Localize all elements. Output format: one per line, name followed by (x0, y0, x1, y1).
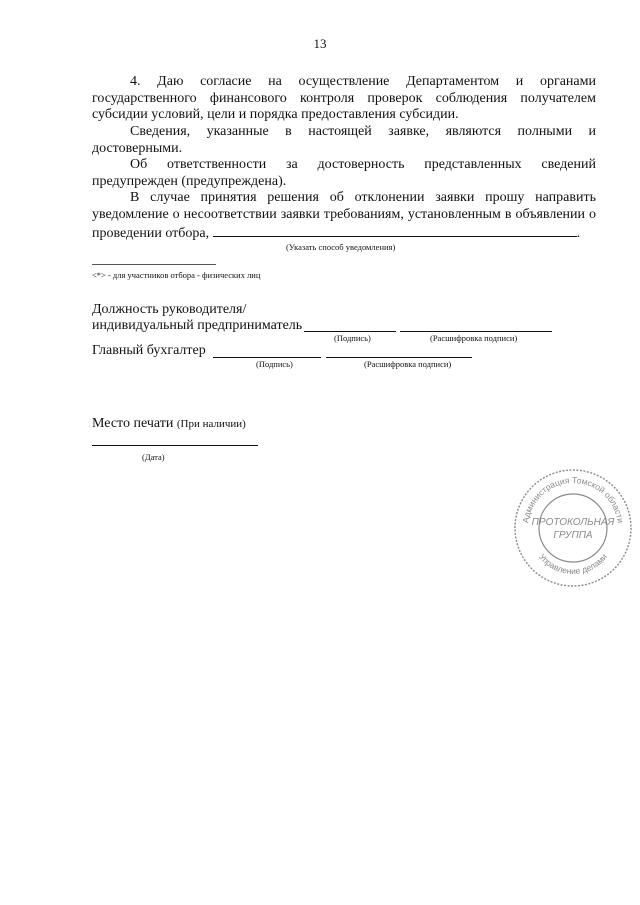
paragraph-consent: 4. Даю согласие на осуществление Департаментом и органами государственного финансового контроля проверок соблюдения получателем субсидии условий, цели и порядка предоставления субсидии. (92, 74, 596, 122)
stamp-center-line-1: ПРОТОКОЛЬНАЯ (531, 517, 615, 528)
accountant-signature-line (213, 344, 321, 358)
chief-accountant-label: Главный бухгалтер (92, 343, 206, 358)
accountant-signature-caption: (Подпись) (256, 359, 293, 369)
rejection-end: . (576, 226, 581, 241)
head-decoding-caption: (Расшифровка подписи) (430, 333, 518, 343)
paragraph-rejection (92, 190, 596, 243)
footnote-rule (92, 264, 216, 265)
head-signature-caption: (Подпись) (334, 333, 371, 343)
stamp-outer-top-text: Администрация Томской области (520, 474, 626, 524)
accountant-decoding-caption: (Расшифровка подписи) (364, 359, 452, 369)
stamp-text (520, 475, 626, 576)
date-caption: (Дата) (142, 452, 165, 462)
rejection-text: В случае принятия решения об отклонении заявки прошу направить уведомление о несоответствии заявки требованиям, установленным в объявлении о проведении отбора, (92, 190, 596, 241)
page-number: 13 (313, 36, 327, 51)
notification-method-blank (213, 223, 577, 237)
seal-place-text: Место печати (92, 416, 174, 431)
notification-method-caption: (Указать способ уведомления) (286, 242, 396, 252)
footnote-text: <*> - для участников отбора - физических лиц (92, 270, 261, 280)
head-position-label-1: Должность руководителя/ (92, 302, 247, 317)
seal-note: (При наличии) (176, 418, 246, 430)
seal-place-label (92, 416, 246, 432)
paragraph-accuracy: Сведения, указанные в настоящей заявке, являются полными и достоверными. (92, 124, 596, 156)
accountant-decoding-line (326, 344, 472, 358)
paragraph-responsibility: Об ответственности за достоверность представленных сведений предупрежден (предупреждена). (92, 157, 596, 189)
date-line (92, 432, 258, 446)
head-position-label-2: индивидуальный предприниматель (92, 318, 303, 333)
head-signature-line (304, 318, 396, 332)
stamp-outer-bottom-text: Управление делами (537, 551, 609, 577)
head-decoding-line (400, 318, 552, 332)
stamp-center-line-2: ГРУППА (553, 530, 593, 541)
official-stamp (512, 467, 634, 589)
